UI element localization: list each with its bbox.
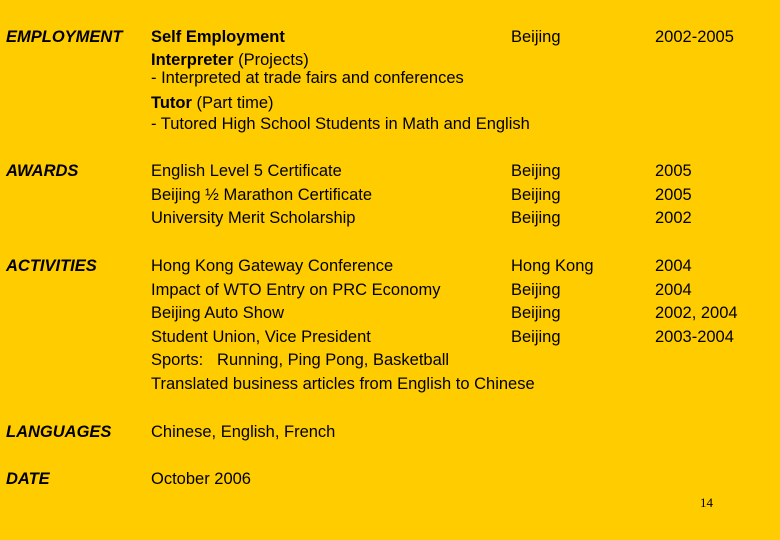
award-location: Beijing — [511, 162, 561, 180]
employment-heading: EMPLOYMENT — [6, 28, 123, 46]
activity-year: 2004 — [655, 257, 692, 275]
date-value: October 2006 — [151, 470, 251, 488]
employment-detail-tutor: - Tutored High School Students in Math and English — [151, 115, 530, 133]
activity-location: Hong Kong — [511, 257, 594, 275]
activity-year: 2002, 2004 — [655, 304, 738, 322]
role-title: Tutor — [151, 94, 192, 112]
activity-sports: Sports: Running, Ping Pong, Basketball — [151, 351, 450, 369]
employment-title: Self Employment — [151, 28, 285, 46]
award-location: Beijing — [511, 209, 561, 227]
award-name: Beijing ½ Marathon Certificate — [151, 186, 373, 204]
activity-name: Hong Kong Gateway Conference — [151, 257, 394, 275]
employment-date: 2002-2005 — [655, 28, 734, 46]
activity-location: Beijing — [511, 328, 561, 346]
activity-location: Beijing — [511, 304, 561, 322]
award-year: 2002 — [655, 209, 692, 227]
activity-year: 2004 — [655, 281, 692, 299]
languages-heading: LANGUAGES — [6, 423, 112, 441]
activity-name: Student Union, Vice President — [151, 328, 371, 346]
date-heading: DATE — [6, 470, 50, 488]
role-note: (Part time) — [191, 94, 274, 112]
page-number: 14 — [700, 495, 713, 510]
awards-heading: AWARDS — [6, 162, 79, 180]
activity-name: Beijing Auto Show — [151, 304, 285, 322]
activity-name: Impact of WTO Entry on PRC Economy — [151, 281, 441, 299]
award-name: English Level 5 Certificate — [151, 162, 342, 180]
activity-location: Beijing — [511, 281, 561, 299]
activity-year: 2003-2004 — [655, 328, 734, 346]
activities-heading: ACTIVITIES — [6, 257, 97, 275]
award-name: University Merit Scholarship — [151, 209, 356, 227]
activity-translation: Translated business articles from English to Chinese — [151, 375, 535, 393]
employment-detail-interpreter: - Interpreted at trade fairs and conferences — [151, 69, 464, 87]
role-title: Interpreter — [151, 51, 234, 69]
award-year: 2005 — [655, 186, 692, 204]
award-year: 2005 — [655, 162, 692, 180]
award-location: Beijing — [511, 186, 561, 204]
role-note: (Projects) — [233, 51, 309, 69]
employment-location: Beijing — [511, 28, 561, 46]
languages-value: Chinese, English, French — [151, 423, 336, 441]
